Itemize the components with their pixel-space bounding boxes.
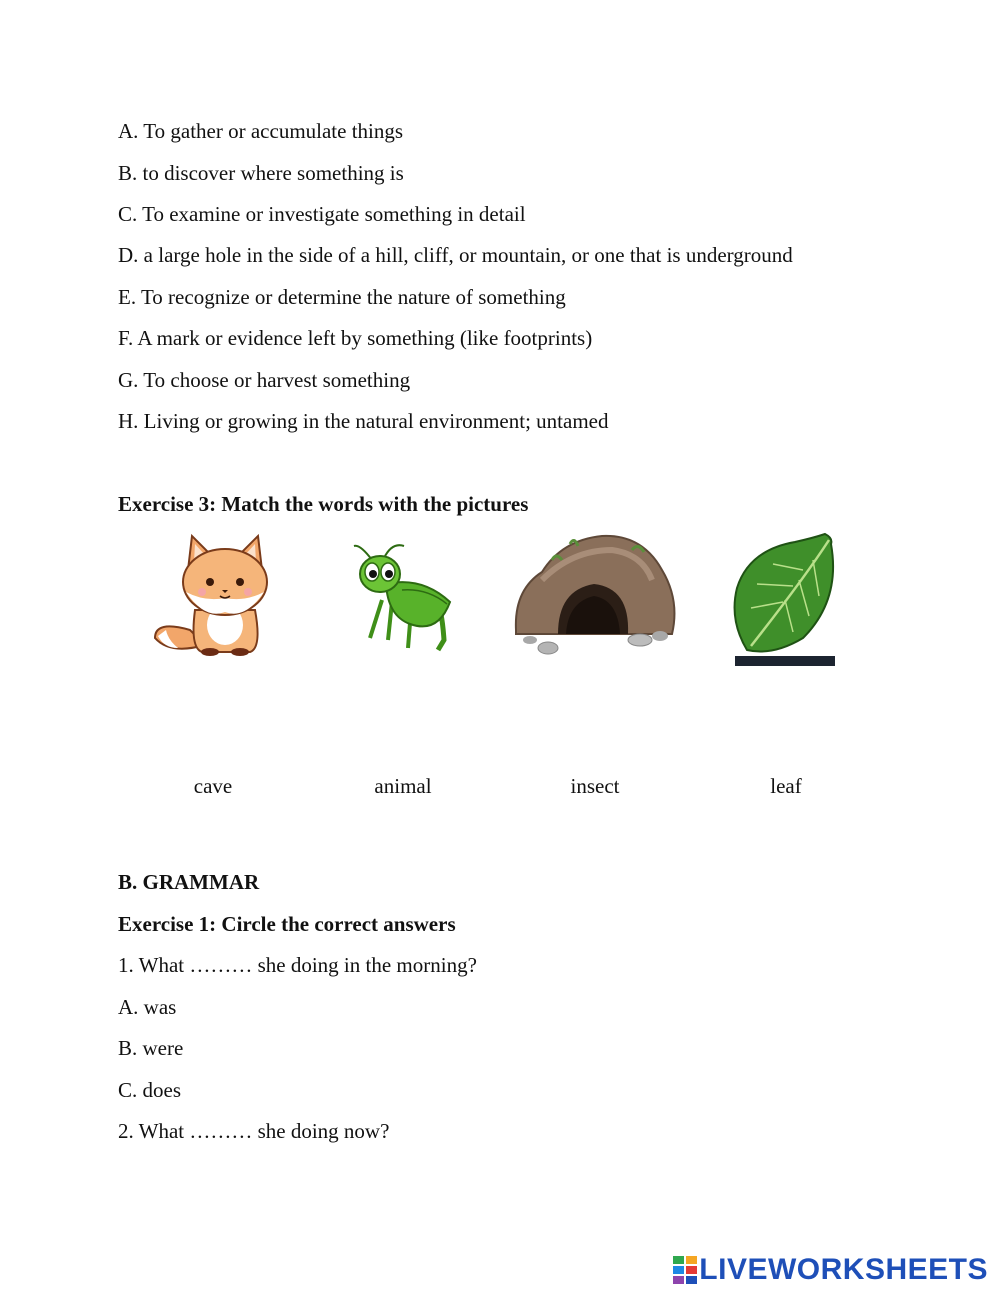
grasshopper-icon	[352, 540, 457, 658]
q1-option-c[interactable]: C. does	[118, 1078, 181, 1102]
definition-d: D. a large hole in the side of a hill, cliff, or mountain, or one that is underground	[118, 243, 793, 267]
liveworksheets-logo	[673, 1253, 988, 1287]
match-word-cave[interactable]: cave	[193, 774, 233, 798]
definition-g: G. To choose or harvest something	[118, 368, 411, 392]
exercise1-title: Exercise 1: Circle the correct answers	[118, 912, 456, 936]
fox-icon	[150, 530, 280, 660]
exercise3-title: Exercise 3: Match the words with the pictures	[118, 492, 529, 516]
match-word-leaf[interactable]: leaf	[770, 774, 802, 798]
match-word-animal[interactable]: animal	[374, 774, 432, 798]
definition-c: C. To examine or investigate something in detail	[118, 202, 526, 226]
definition-f: F. A mark or evidence left by something (like footprints)	[118, 326, 593, 350]
cave-icon	[512, 530, 677, 660]
liveworksheets-logo-icon	[673, 1256, 699, 1284]
q1-option-b[interactable]: B. were	[118, 1036, 184, 1060]
leaf-icon	[733, 530, 838, 670]
match-word-insect[interactable]: insect	[570, 774, 620, 798]
question-1: 1. What ……… she doing in the morning?	[118, 953, 477, 977]
definition-e: E. To recognize or determine the nature of something	[118, 285, 566, 309]
question-2: 2. What ……… she doing now?	[118, 1119, 390, 1143]
definition-a: A. To gather or accumulate things	[118, 119, 404, 143]
definition-h: H. Living or growing in the natural environment; untamed	[118, 409, 609, 433]
definition-b: B. to discover where something is	[118, 161, 404, 185]
liveworksheets-logo-text: LIVEWORKSHEETS	[699, 1253, 988, 1286]
q1-option-a[interactable]: A. was	[118, 995, 177, 1019]
grammar-heading: B. GRAMMAR	[118, 870, 260, 894]
